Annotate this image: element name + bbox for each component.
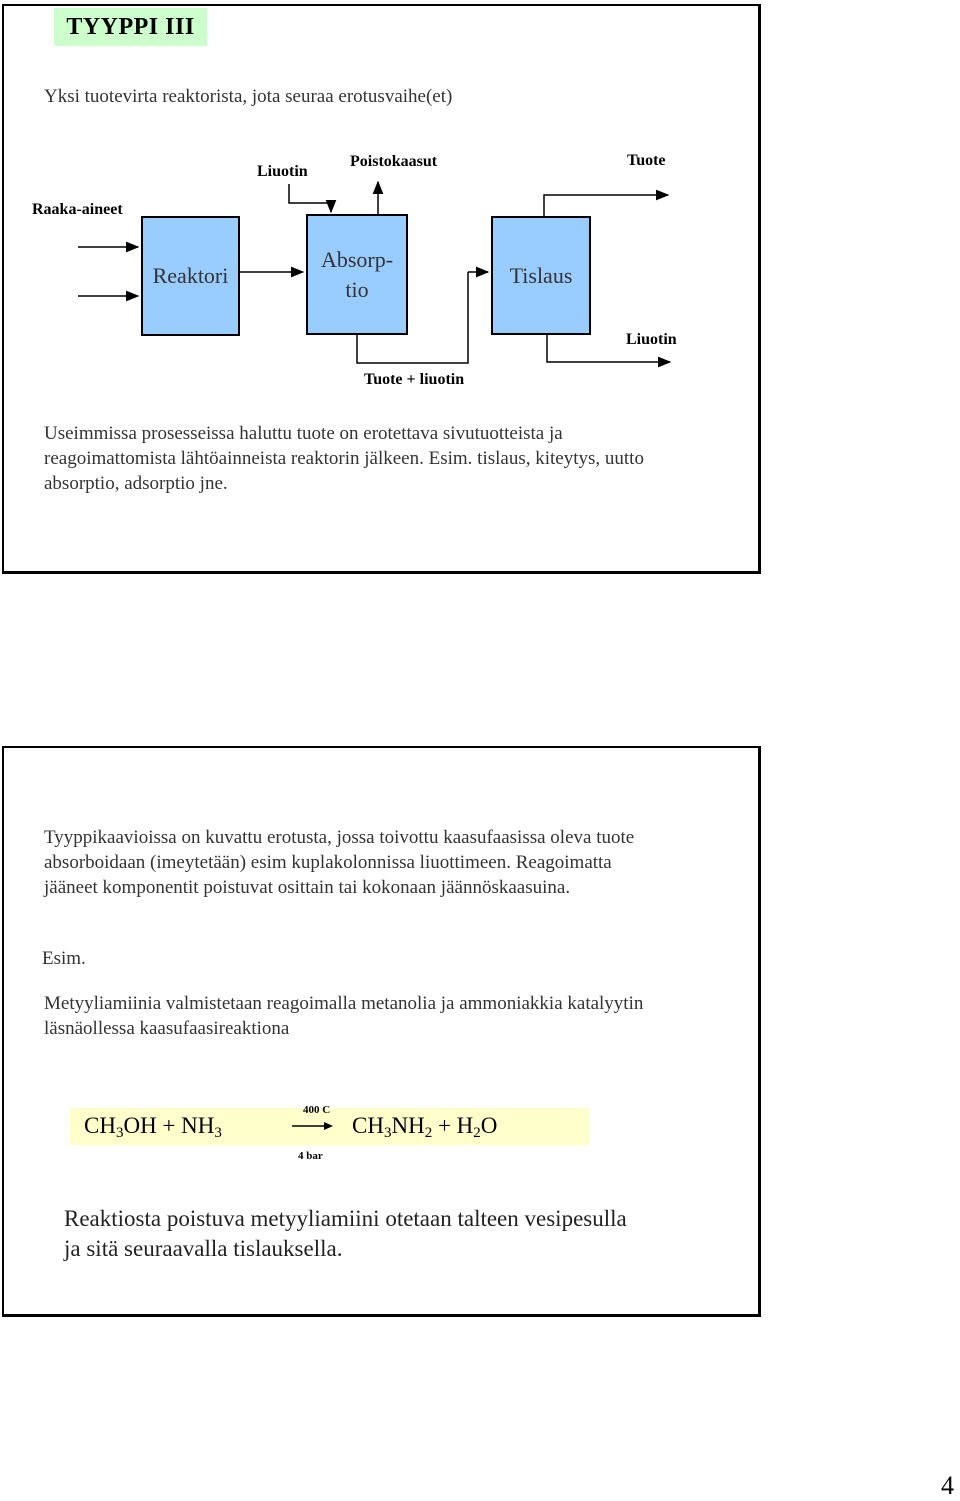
conclusion-line-1: Reaktiosta poistuva metyyliamiini otetaan talteen vesipesulla [64,1206,627,1231]
product-outlet-arrow [544,195,668,216]
reaction-temperature: 400 C [303,1104,331,1116]
slide-subtitle: Yksi tuotevirta reaktorista, jota seuraa erotusvaihe(et) [44,86,453,107]
product-plus-solvent-label: Tuote + liuotin [364,371,465,388]
distillation-box: Tislaus [491,216,591,335]
page-number: 4 [941,1471,954,1500]
paragraph1-line-1: Tyyppikaavioissa on kuvattu erotusta, jossa toivottu kaasufaasissa oleva tuote [44,827,635,848]
solvent-in-label: Liuotin [257,163,308,180]
paragraph1-line-2: absorboidaan (imeytetään) esim kuplakolonnissa liuottimeen. Reagoimatta [44,852,612,873]
slide-title: TYYPPI III [54,8,207,46]
solvent-inlet-arrow [289,184,331,212]
conclusion-line-2: ja sitä seuraavalla tislauksella. [64,1236,343,1261]
product-label: Tuote [627,152,666,169]
reaction-pressure: 4 bar [298,1150,323,1162]
slide-1 [2,4,761,574]
paragraph-line-3: absorptio, adsorptio jne. [44,473,228,494]
slide-2 [2,746,761,1317]
equation-reactants: $CH_3OH + NH_3$ [84,1113,222,1141]
paragraph-line-1: Useimmissa prosesseissa haluttu tuote on erotettava sivutuotteista ja [44,423,563,444]
reaction-arrow-icon [292,1121,334,1131]
paragraph2-line-1: Metyyliamiinia valmistetaan reagoimalla metanolia ja ammoniakkia katalyytin [44,993,644,1014]
absorption-box: Absorp- tio [306,214,408,335]
raw-materials-label: Raaka-aineet [32,201,123,218]
paragraph2-line-2: läsnäollessa kaasufaasireaktiona [44,1018,290,1039]
reactor-box: Reaktori [141,216,240,336]
solvent-out-label: Liuotin [626,331,677,348]
paragraph-line-2: reagoimattomista lähtöainneista reaktorin jälkeen. Esim. tislaus, kiteytys, uutto [44,448,644,469]
equation-products: $CH_3NH_2 + H_2O$ [352,1113,498,1141]
example-label: Esim. [42,948,86,969]
exhaust-gases-label: Poistokaasut [350,153,438,170]
paragraph1-line-3: jääneet komponentit poistuvat osittain tai kokonaan jäännöskaasuina. [44,877,571,898]
